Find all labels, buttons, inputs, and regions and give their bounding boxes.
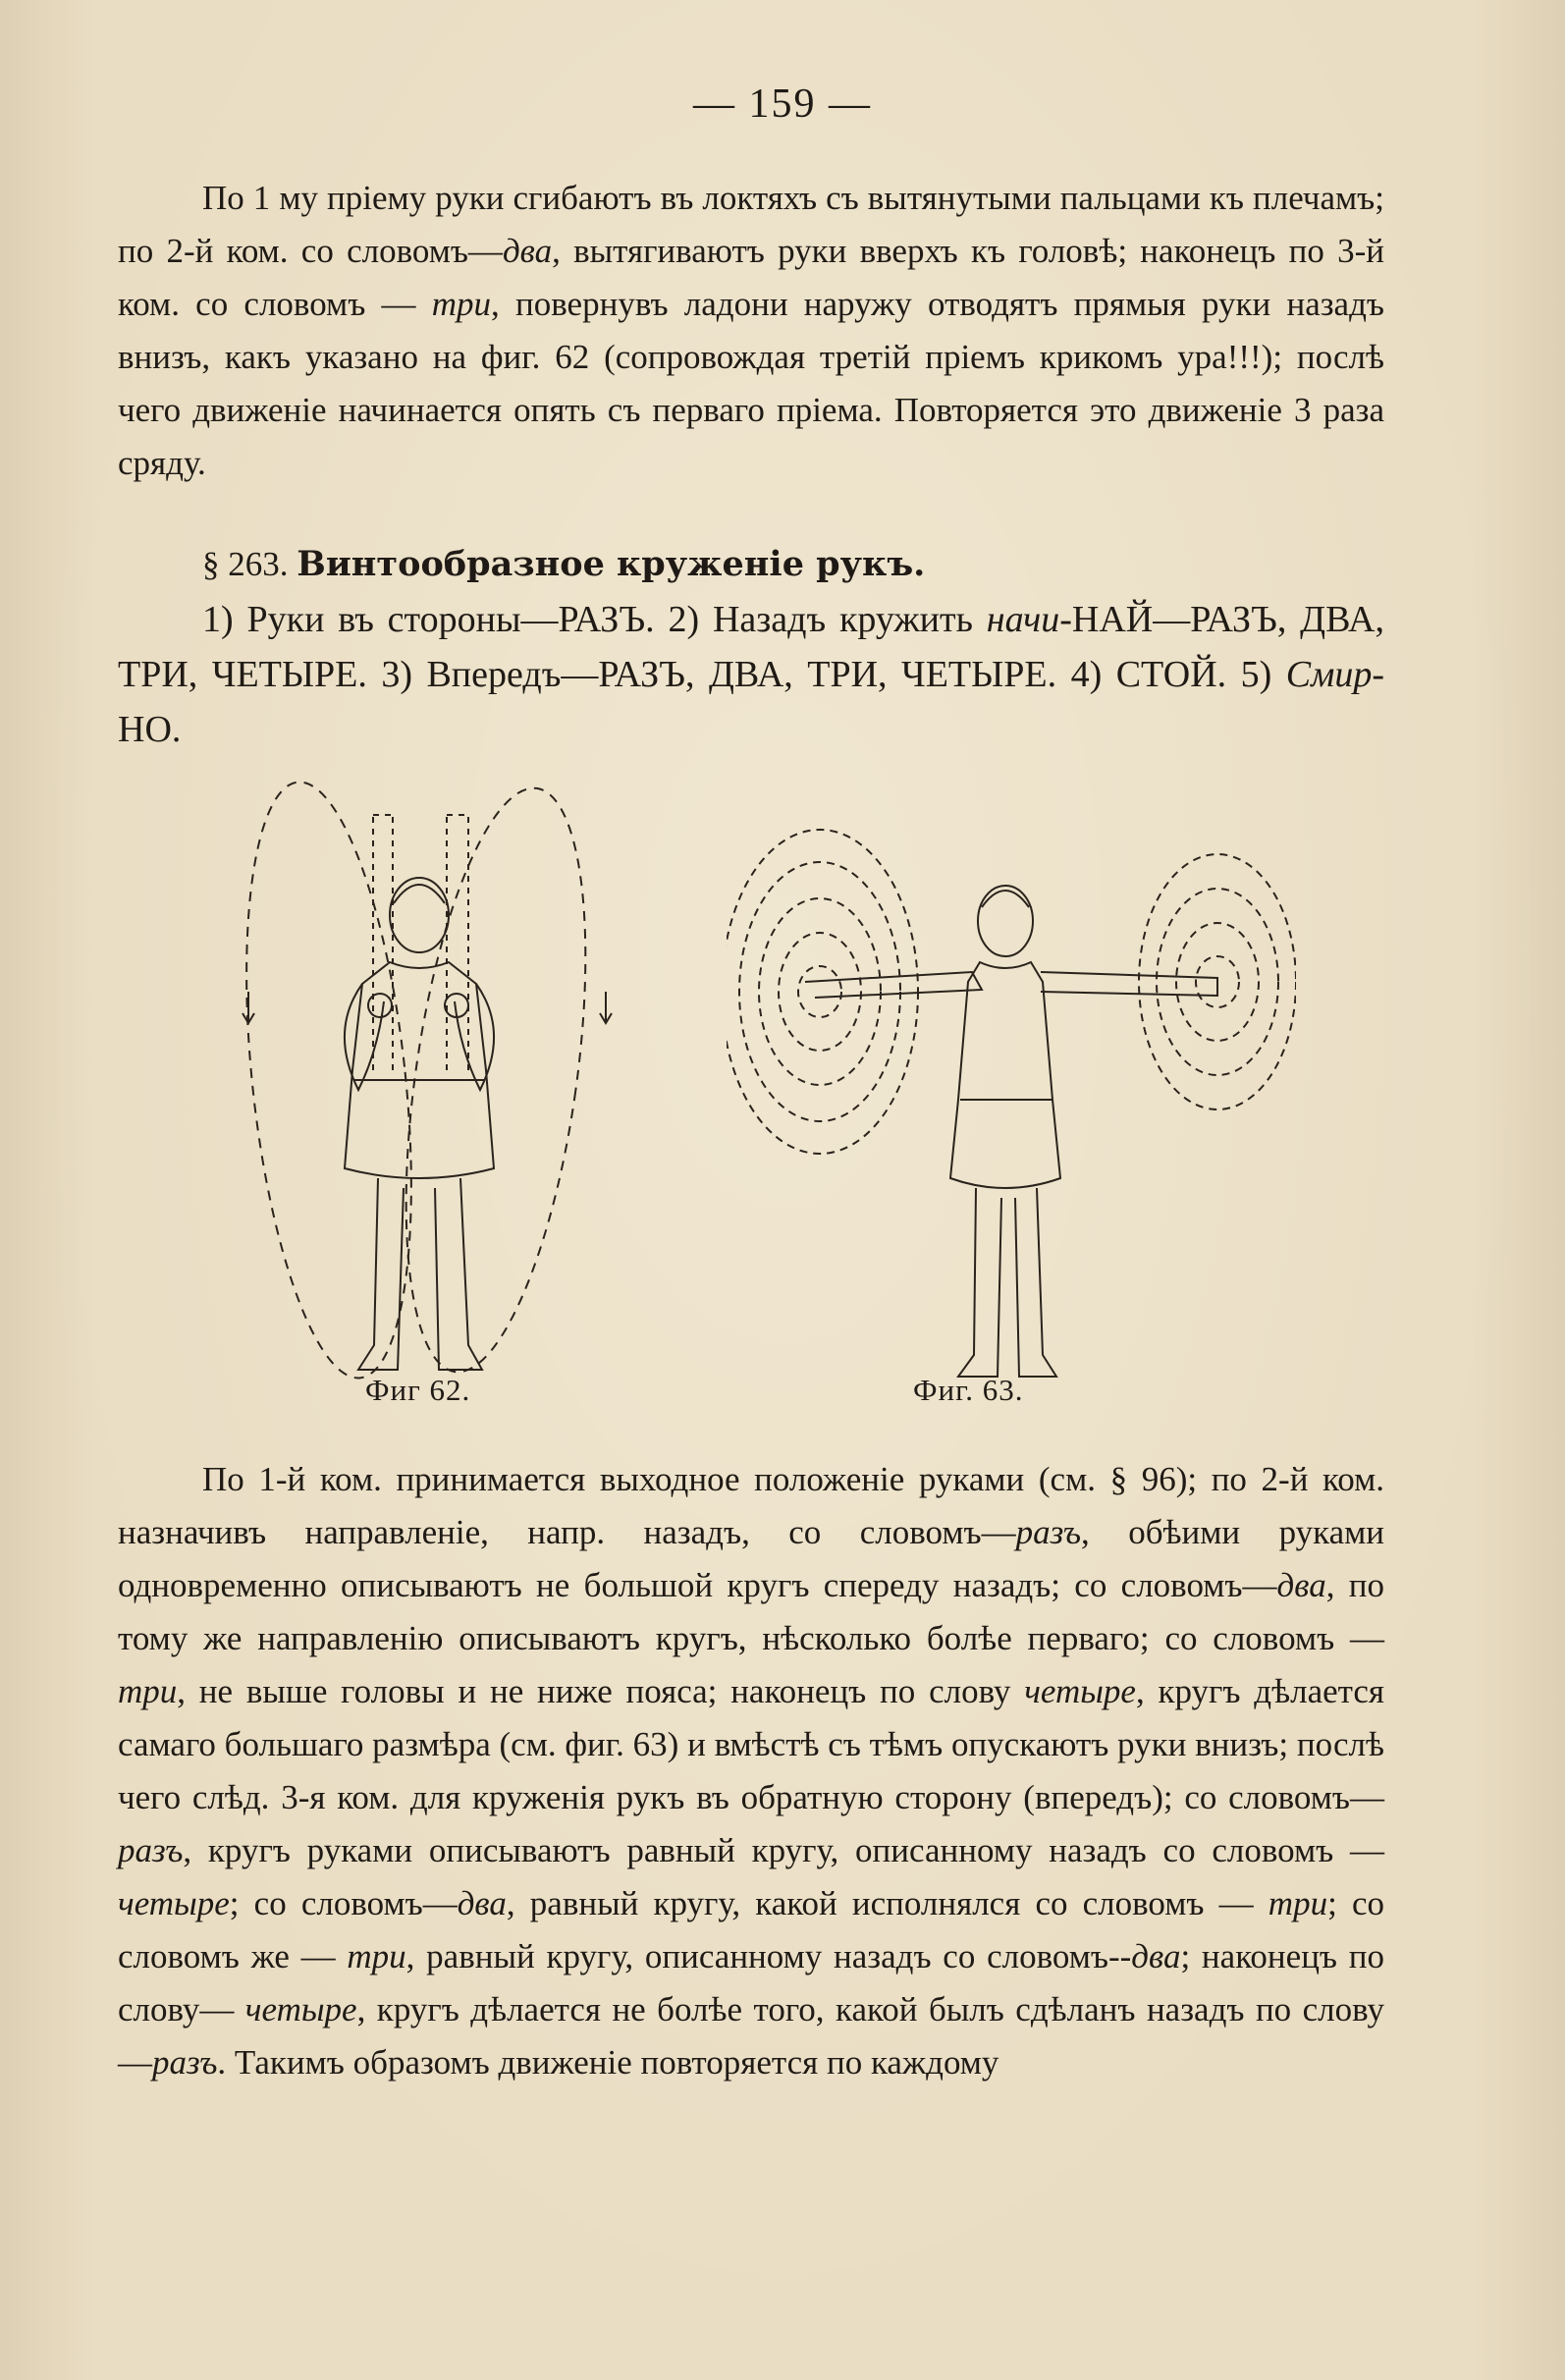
italic-word: разъ (152, 2043, 218, 2082)
commands-paragraph (118, 592, 1384, 757)
section-title: Винтообразное круженіе рукъ. (297, 544, 926, 584)
text-run: , кругъ дѣлается не болѣе того, какой былъ сдѣланъ назадъ по слову — (118, 1990, 1384, 2082)
figure-62-illustration (211, 756, 643, 1424)
text-run: , кругъ руками описываютъ равный кругу, описанному назадъ со словомъ — (183, 1831, 1384, 1869)
text-run: По 1 му пріему руки сгибаютъ въ локтяхъ съ вытянутыми пальцами къ плечамъ; по 2-й ком. со словомъ— (118, 179, 1384, 270)
italic-word: четыре (1024, 1672, 1136, 1710)
italic-word: четыре (118, 1884, 230, 1922)
text-run: , кругъ дѣлается самаго большаго размѣра (см. фиг. 63) и вмѣстѣ съ тѣмъ опускаютъ руки внизъ; послѣ чего слѣд. 3-я ком. для круженія рукъ въ обратную сторону (впередъ); со словомъ— (118, 1672, 1384, 1816)
italic-word: два (502, 232, 553, 270)
italic-word: три (1268, 1884, 1328, 1922)
text-run: , не выше головы и не ниже пояса; наконецъ по слову (177, 1672, 1025, 1710)
text-run: , вытягиваютъ руки вверхъ къ головѣ; наконецъ по 3-й ком. со словомъ — (118, 232, 1384, 323)
italic-word: два (1276, 1566, 1326, 1604)
figure-62-caption: Фиг 62. (365, 1373, 471, 1407)
text-run: , по тому же направленію описываютъ кругъ, нѣсколько болѣе перваго; со словомъ — (118, 1566, 1385, 1657)
text-run: -НАЙ—РАЗЪ, ДВА, ТРИ, ЧЕТЫРЕ. 3) Впередъ—РАЗЪ, ДВА, ТРИ, ЧЕТЫРЕ. 4) СТОЙ. 5) (118, 599, 1384, 695)
italic-word: Смир (1285, 654, 1373, 695)
page-number: — 159 — (693, 81, 872, 127)
paragraph-1 (118, 172, 1384, 490)
italic-word: два (457, 1884, 507, 1922)
section-number: § 263. (202, 545, 289, 583)
text-run: 1) Руки въ стороны—РАЗЪ. 2) Назадъ кружить (202, 599, 987, 640)
italic-word: три (118, 1672, 178, 1710)
italic-word: три (347, 1937, 406, 1975)
italic-word: начи (986, 599, 1060, 640)
paragraph-2 (118, 1453, 1384, 2089)
italic-word: разъ (118, 1831, 184, 1869)
text-run: . Такимъ образомъ движеніе повторяется по каждому (217, 2043, 999, 2082)
figure-63-illustration (727, 805, 1296, 1424)
text-run: , равный кругу, какой исполнялся со словомъ — (506, 1884, 1268, 1922)
text-run: , обѣими руками одновременно описываютъ не большой кругъ спереду назадъ; со словомъ— (118, 1513, 1384, 1604)
italic-word: четыре (244, 1990, 357, 2028)
text-run: ; со словомъ— (229, 1884, 458, 1922)
italic-word: разъ (1015, 1513, 1081, 1551)
italic-word: три (431, 285, 492, 323)
text-run: По 1-й ком. принимается выходное положеніе руками (см. § 96); по 2-й ком. назначивъ направленіе, напр. назадъ, со словомъ— (118, 1460, 1384, 1551)
text-run: ; со словомъ же — (118, 1884, 1384, 1975)
text-run: , равный кругу, описанному назадъ со словомъ-- (405, 1937, 1132, 1975)
text-run: ; наконецъ по слову— (118, 1937, 1385, 2028)
figure-63-caption: Фиг. 63. (913, 1373, 1024, 1407)
text-run: -НО. (118, 654, 1384, 750)
section-heading (118, 538, 1384, 591)
text-run: , повернувъ ладони наружу отводятъ прямыя руки назадъ внизъ, какъ указано на фиг. 62 (сопровождая третій пріемъ крикомъ ура!!!); послѣ чего движеніе начинается опять съ перваго пріема. Повторяется это движеніе 3 раза сряду. (118, 285, 1384, 482)
italic-word: два (1131, 1937, 1181, 1975)
